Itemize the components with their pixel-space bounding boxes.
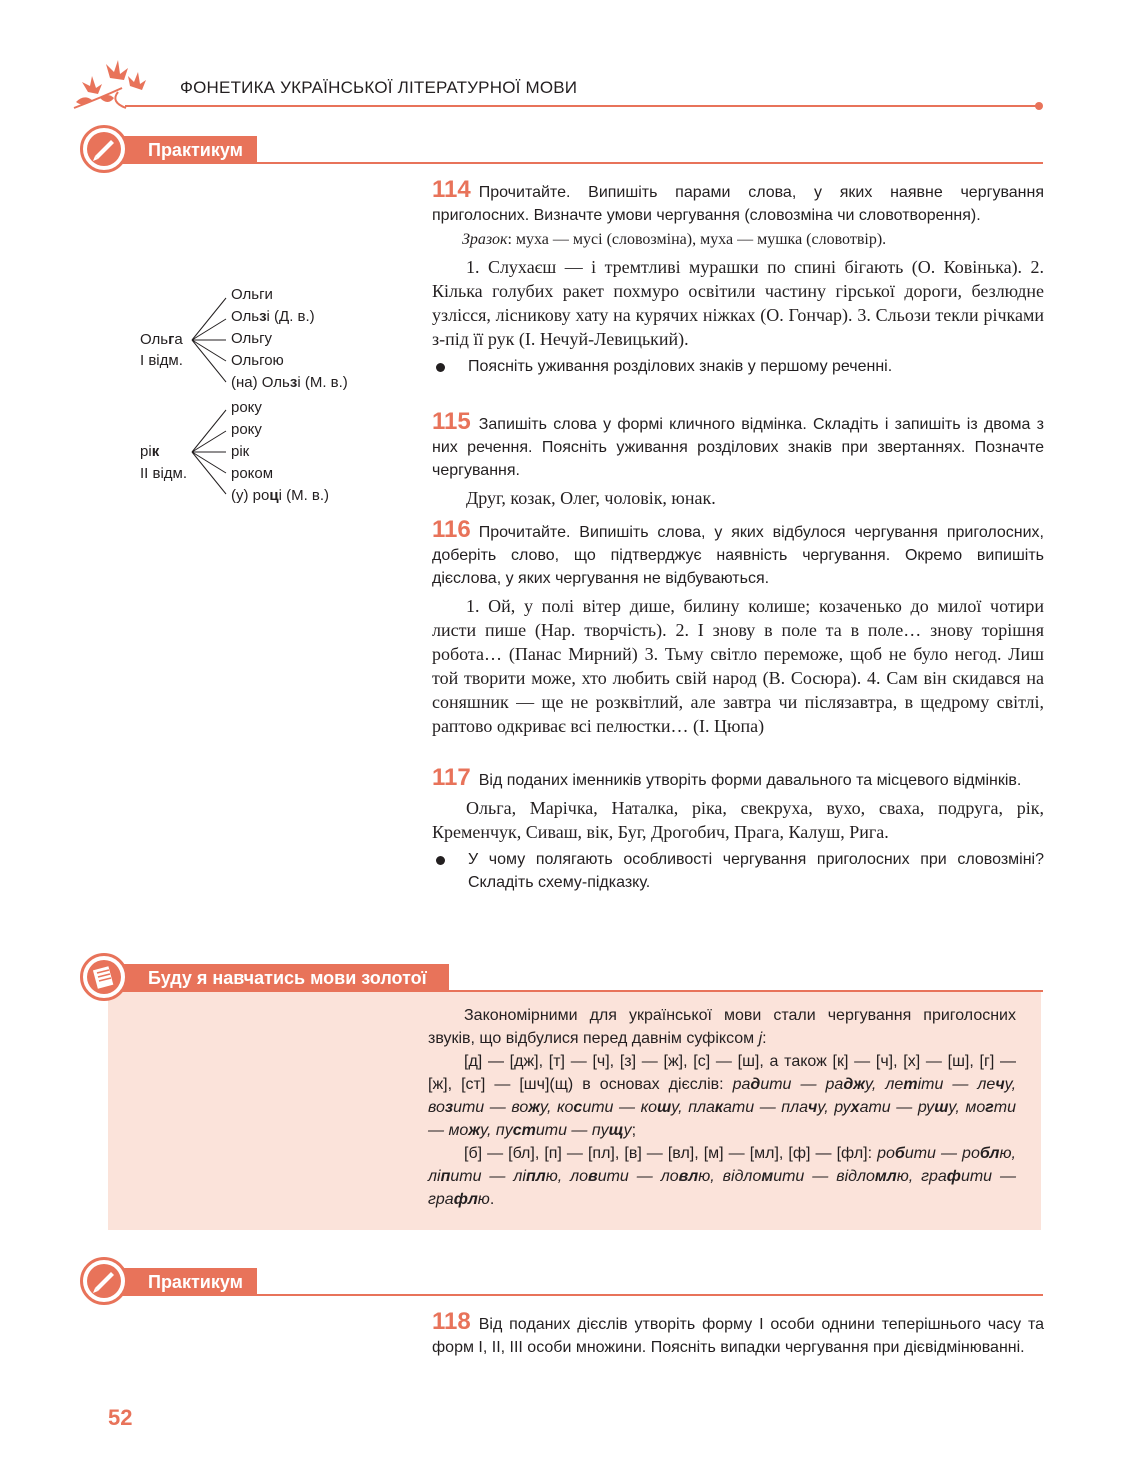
page-number: 52 bbox=[108, 1405, 133, 1430]
exercise-word-list: Ольга, Марічка, Наталка, ріка, свекруха, вухо, сваха, подруга, рік, Кременчук, Сиваш, вік, Буг, Дрогобич, Прага, Калуш, Рига. bbox=[432, 798, 1044, 842]
exercise-114 bbox=[432, 178, 1044, 378]
golden-rule-paragraph: Закономірними для української мови стали чергування приголосних звуків, що відбулися перед давнім суфіксом j: bbox=[428, 1007, 1016, 1047]
exercise-task: Від поданих іменників утворіть форми давального та місцевого відмінків. bbox=[478, 772, 1022, 789]
golden-rule-text bbox=[428, 1004, 1016, 1211]
header-rule bbox=[125, 105, 1038, 107]
scheme-rik-word: рік bbox=[140, 443, 160, 460]
golden-rule-paragraph: [б] — [бл], [п] — [пл], [в] — [вл], [м] — [мл], [ф] — [фл]: робити — роблю, ліпити — ліплю, ловити — ловлю, відломити — відломлю, графити — графлю. bbox=[428, 1145, 1017, 1208]
scheme-rik-form: року bbox=[231, 421, 262, 438]
exercise-task: Прочитайте. Випишіть слова, у яких відбулося чергування приголосних, доберіть слово, що підтверджує наявність чергування. Окремо випишіть дієслова, у яких чергування не відбуваються. bbox=[432, 524, 1044, 587]
scheme-rik-form: рік bbox=[231, 443, 250, 460]
exercise-118 bbox=[432, 1310, 1044, 1359]
exercise-117 bbox=[432, 766, 1044, 894]
exercise-text: 1. Слухаєш — і тремтливі мурашки по спині бігають (О. Ковінька). 2. Кілька голубих ракет похмуро освітили частину гірської дороги, безлюдне узлісся, лісникову хату на курячих ніжках (О. Гончар). 3. Сльози текли річками з-під її рук (І. Нечуй-Левицький). bbox=[432, 257, 1044, 349]
practicum-rule bbox=[140, 162, 1043, 164]
exercise-number: 114 bbox=[432, 176, 471, 203]
exercise-number: 117 bbox=[432, 764, 471, 791]
practicum-label: Практикум bbox=[110, 136, 257, 164]
scheme-rik-form: (у) році (М. в.) bbox=[231, 487, 330, 504]
practicum-writing-icon bbox=[80, 125, 128, 173]
book-icon bbox=[80, 953, 128, 1001]
exercise-number: 118 bbox=[432, 1308, 471, 1335]
scheme-rik-declension: ІІ відм. bbox=[140, 465, 188, 482]
exercise-bullet-question: У чому полягають особливості чергування приголосних при словозміні? Складіть схему-підказку. bbox=[432, 848, 1044, 894]
scheme-olga-form: Ольгу bbox=[231, 330, 273, 347]
scheme-rik-branches bbox=[190, 402, 230, 502]
scheme-olga-word: Ольга bbox=[140, 331, 183, 348]
scheme-olga-form: (на) Ользі (М. в.) bbox=[231, 374, 348, 391]
practicum-writing-icon bbox=[80, 1257, 128, 1305]
exercise-task: Прочитайте. Випишіть парами слова, у яких наявне чергування приголосних. Визначте умови чергування (словозміна чи словотворення). bbox=[432, 184, 1044, 224]
exercise-number: 116 bbox=[432, 516, 471, 543]
golden-section-label: Буду я навчатись мови золотої bbox=[110, 964, 449, 992]
exercise-bullet-question: Поясніть уживання розділових знаків у першому реченні. bbox=[432, 355, 1044, 378]
scheme-olga-declension: І відм. bbox=[140, 352, 183, 369]
exercise-115 bbox=[432, 410, 1044, 510]
exercise-task: Від поданих дієслів утворіть форму І особи однини теперішнього часу та форм І, ІІ, ІІІ особи множини. Поясніть випадки чергування при дієвідмінюванні. bbox=[432, 1316, 1044, 1356]
golden-rule-paragraph: [д] — [дж], [т] — [ч], [з] — [ж], [с] — [ш], а також [к] — [ч], [х] — [ш], [г] — [ж], [ст] — [шч](щ) в основах дієслів: радити — раджу, летіти — лечу, возити — вожу, косити — кошу, плакати — плачу, рухати — рушу, могти — можу, пустити — пущу; bbox=[428, 1053, 1017, 1139]
exercise-number: 115 bbox=[432, 408, 471, 435]
exercise-word-list: Друг, козак, Олег, чоловік, юнак. bbox=[466, 488, 716, 508]
running-header-title: ФОНЕТИКА УКРАЇНСЬКОЇ ЛІТЕРАТУРНОЇ МОВИ bbox=[180, 78, 578, 97]
scheme-rik-form: роком bbox=[231, 465, 274, 482]
header-rule-dot bbox=[1035, 102, 1043, 110]
exercise-task: Запишіть слова у формі кличного відмінка. Складіть і запишіть із двома з них речення. Поясніть уживання розділових знаків при звертаннях. Позначте чергування. bbox=[432, 416, 1044, 479]
scheme-olga-branches bbox=[190, 290, 230, 390]
scheme-olga-form: Ользі (Д. в.) bbox=[231, 308, 315, 325]
exercise-sample: Зразок: муха — мусі (словозміна), муха — мушка (словотвір). bbox=[462, 231, 887, 248]
scheme-olga-form: Ольги bbox=[231, 286, 273, 303]
exercise-text: 1. Ой, у полі вітер дише, билину колише; козаченько до милої чотири листи пише (Нар. творчість). 2. І знову в поле та в поле… знову торішня робота… (Панас Мирний) 3. Тьму світло переможе, щоб не було негод. Лиш той творити може, хто любить свій народ (В. Сосюра). 4. Сам він скидався на соняшник — ще не розквітлий, але завтра чи післязавтра, в щедрому світлі, раптово одкриває всі пелюстки… (І. Цюпа) bbox=[432, 596, 1044, 736]
practicum-rule bbox=[140, 1294, 1043, 1296]
scheme-olga-form: Ольгою bbox=[231, 352, 284, 369]
scheme-rik-form: року bbox=[231, 399, 262, 416]
header-flower-ornament bbox=[70, 58, 150, 116]
practicum-label: Практикум bbox=[110, 1268, 257, 1296]
exercise-116 bbox=[432, 518, 1044, 738]
